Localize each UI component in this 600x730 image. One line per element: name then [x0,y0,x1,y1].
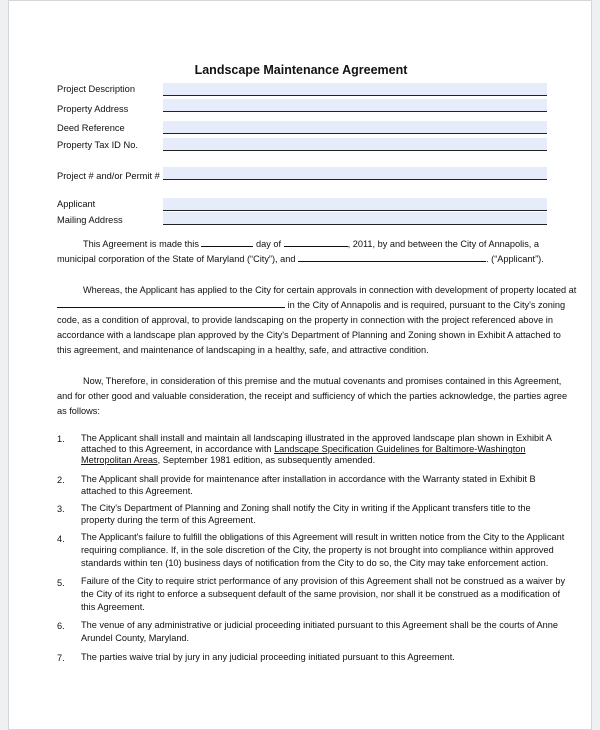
now-line-1: Now, Therefore, in consideration of this premise and the mutual covenants and promises contained in this Agreement, [83,376,562,386]
field-label-property-tax-id: Property Tax ID No. [57,140,138,150]
clause-1-line-3: Metropolitan Areas, September 1981 edition, as subsequently amended. [81,455,376,465]
clause-number: 1. [57,434,65,444]
clause-5-line-1: Failure of the City to require strict performance of any provision of this Agreement shall not be construed as a waiver by [81,576,566,586]
clause-3-line-1: The City's Department of Planning and Zoning shall notify the City in writing if the Applicant transfers title to the [81,503,531,513]
field-label-mailing-address: Mailing Address [57,215,123,225]
clause-4-line-1: The Applicant's failure to fulfill the obligations of this Agreement will result in written notice from the City to the Applicant [81,532,565,542]
whereas-line-4: accordance with a landscape plan approved by the City's Department of Planning and Zoning shown in Exhibit A attached to [57,330,561,340]
date-month-blank[interactable] [284,238,348,247]
clause-number: 4. [57,534,65,544]
clause-number: 7. [57,653,65,663]
field-input-property-address[interactable] [163,99,547,112]
field-input-mailing-address[interactable] [163,212,547,225]
clause-number: 5. [57,578,65,588]
intro-line-1: This Agreement is made this day of , 2011, by and between the City of Annapolis, a [83,239,540,249]
document-title: Landscape Maintenance Agreement [194,63,408,77]
clause-3-line-2: property during the term of this Agreement. [81,515,256,525]
field-label-project-description: Project Description [57,84,136,94]
clause-1-line-2: attached to this Agreement, in accordance with Landscape Specification Guidelines for Baltimore-Washington [81,444,526,454]
intro-line-2: municipal corporation of the State of Maryland (“City”), and . (“Applicant”). [57,254,544,264]
now-line-3: as follows: [57,406,100,416]
whereas-line-5: this agreement, and maintenance of landscaping in a healthy, safe, and attractive condition. [57,345,429,355]
clause-4-line-2: requiring compliance. If, in the sole discretion of the City, the property is not brought into compliance within approved [81,545,554,555]
field-label-property-address: Property Address [57,104,129,114]
clause-5-line-3: this Agreement. [81,602,145,612]
field-input-applicant[interactable] [163,198,547,211]
guidelines-reference: Landscape Specification Guidelines for Baltimore-Washington [274,444,526,454]
clause-1-line-1: The Applicant shall install and maintain all landscaping illustrated in the approved landscape plan shown in Exhibit A [81,433,552,443]
date-day-blank[interactable] [201,238,253,247]
clause-2-line-1: The Applicant shall provide for maintenance after installation in accordance with the Warranty stated in Exhibit B [81,474,536,484]
now-line-2: and for other good and valuable consideration, the receipt and sufficiency of which the parties acknowledge, the parties agree [57,391,568,401]
clause-6-line-2: Arundel County, Maryland. [81,633,190,643]
document-page [8,0,592,730]
field-label-deed-reference: Deed Reference [57,123,125,133]
clause-number: 2. [57,475,65,485]
whereas-line-1: Whereas, the Applicant has applied to the City for certain approvals in connection with development of property located at [83,285,577,295]
field-input-project-permit[interactable] [163,167,547,180]
clause-7-line-1: The parties waive trial by jury in any judicial proceeding initiated pursuant to this Agreement. [81,652,455,662]
field-input-property-tax-id[interactable] [163,138,547,151]
field-label-project-permit: Project # and/or Permit # [57,171,160,181]
clause-number: 6. [57,621,65,631]
clause-5-line-2: the City of its right to enforce a subsequent default of the same provision, nor shall it be construed as a modification of [81,589,561,599]
field-label-applicant: Applicant [57,199,96,209]
whereas-line-3: code, as a condition of approval, to provide landscaping on the property in connection with the project referenced above in [57,315,553,325]
property-location-blank[interactable] [57,299,285,308]
clause-4-line-3: standards within ten (10) business days of notification from the City to do so, the City may take enforcement action. [81,558,549,568]
applicant-name-blank[interactable] [298,253,486,262]
whereas-line-2: in the City of Annapolis and is required, pursuant to the City's zoning [57,299,565,311]
field-input-deed-reference[interactable] [163,121,547,134]
clause-number: 3. [57,504,65,514]
clause-2-line-2: attached to this Agreement. [81,486,193,496]
clause-6-line-1: The venue of any administrative or judicial proceeding initiated pursuant to this Agreement shall be the courts of Anne [81,620,559,630]
field-input-project-description[interactable] [163,83,547,96]
